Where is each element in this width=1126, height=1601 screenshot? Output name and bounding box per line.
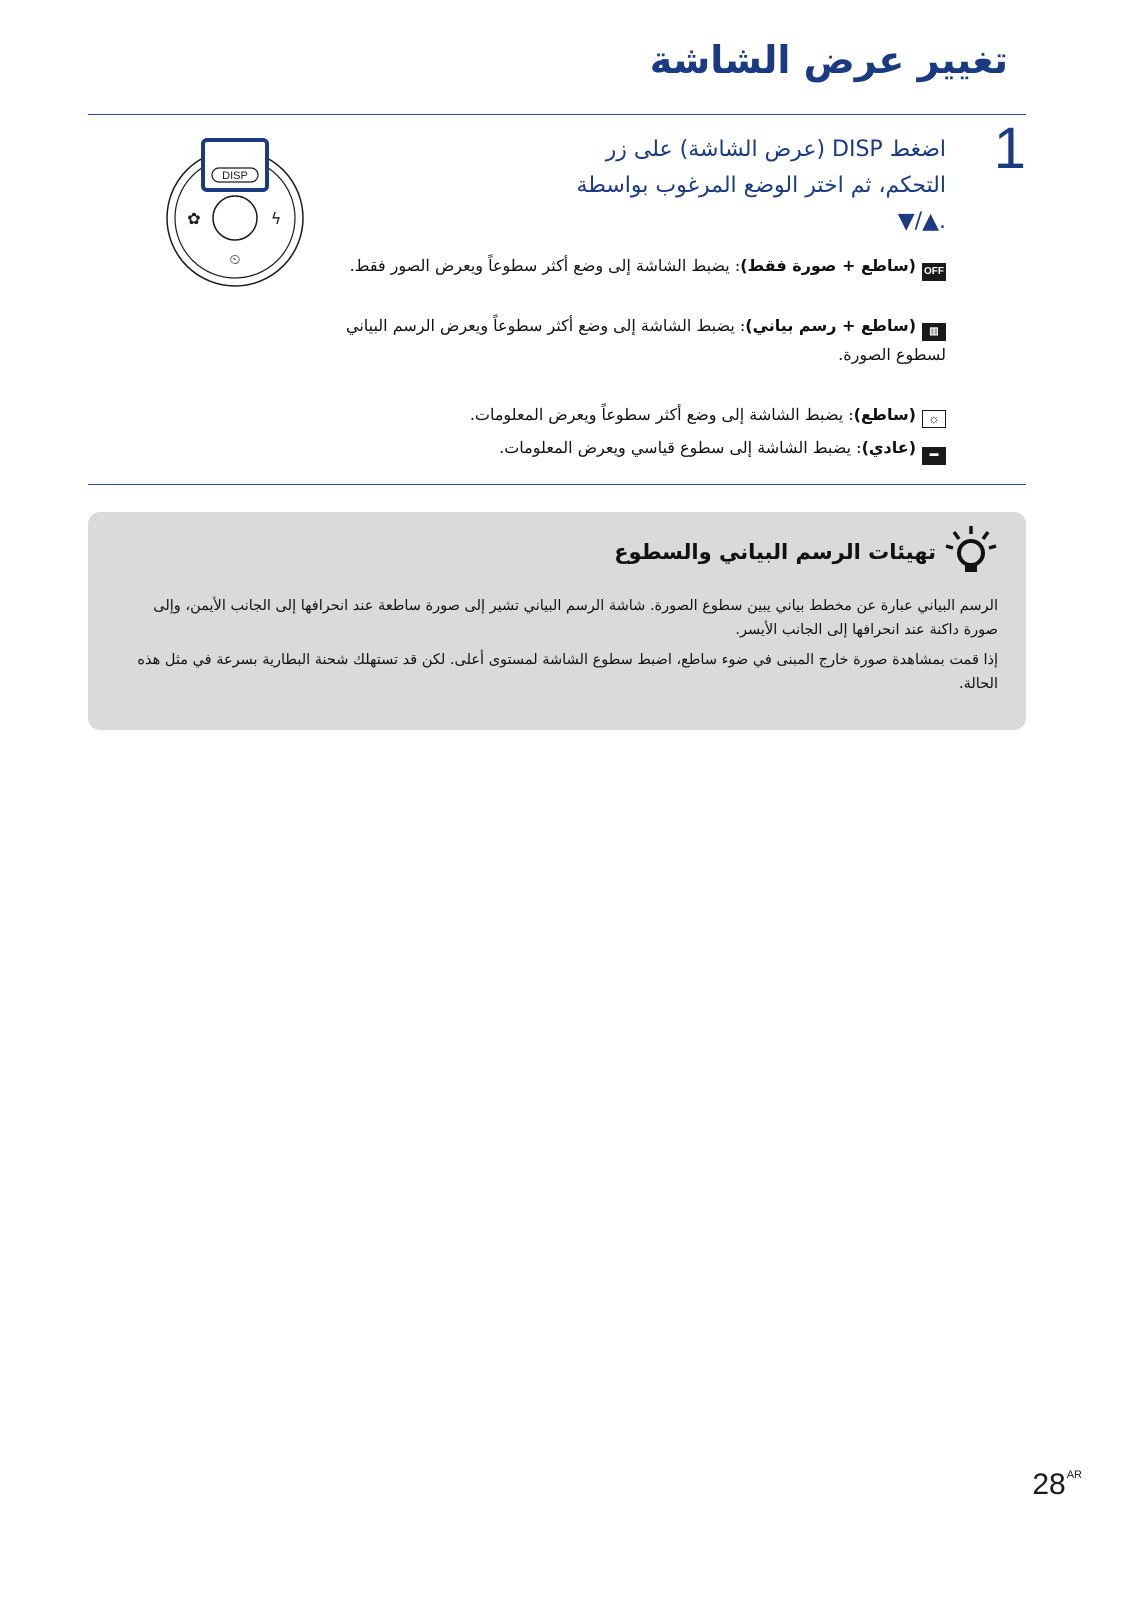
bright-image-only-icon: OFF bbox=[922, 263, 946, 281]
top-divider bbox=[88, 114, 1026, 115]
step-line-1: اضغط DISP (عرض الشاشة) على زر bbox=[605, 137, 946, 162]
option-bright-histogram bbox=[306, 312, 946, 368]
flash-icon: ϟ bbox=[270, 209, 282, 228]
option-bright bbox=[306, 401, 946, 428]
tip-paragraph-1: الرسم البياني عبارة عن مخطط بياني يبين سطوع الصورة. شاشة الرسم البياني تشير إلى صورة ساطعة عند انحرافها إلى الجانب الأيمن، وإلى صورة داكنة عند انحرافها إلى الجانب الأيسر. bbox=[153, 598, 998, 638]
option-desc: : يضبط الشاشة إلى وضع أكثر سطوعاً ويعرض الصور فقط. bbox=[349, 256, 741, 275]
option-name: (عادي) bbox=[861, 438, 916, 457]
step-number: 1 bbox=[993, 116, 1026, 181]
page-suffix: AR bbox=[1066, 1469, 1082, 1481]
page-number bbox=[1032, 1468, 1082, 1502]
section-divider bbox=[88, 484, 1026, 485]
option-normal bbox=[306, 434, 946, 465]
option-name: (ساطع + صورة فقط) bbox=[740, 256, 916, 275]
bright-icon: ☼ bbox=[922, 410, 946, 428]
tip-title: تهيئات الرسم البياني والسطوع bbox=[614, 540, 936, 564]
step-line-2: التحكم، ثم اختر الوضع المرغوب بواسطة bbox=[576, 173, 946, 198]
tip-paragraph-2: إذا قمت بمشاهدة صورة خارج المبنى في ضوء ساطع، اضبط سطوع الشاشة لمستوى أعلى. لكن قد تستهلك شحنة البطارية بسرعة في مثل هذه الحالة. bbox=[137, 652, 998, 692]
option-name: (ساطع) bbox=[853, 405, 916, 424]
bright-histogram-icon: ▥ bbox=[922, 323, 946, 341]
option-bright-image-only bbox=[306, 252, 946, 281]
option-desc: : يضبط الشاشة إلى سطوع قياسي ويعرض المعلومات. bbox=[499, 438, 862, 457]
tip-box bbox=[88, 512, 1026, 730]
lightbulb-icon bbox=[944, 524, 998, 578]
self-timer-icon: ⏲ bbox=[229, 252, 241, 268]
step-line-3: .▲/▼ bbox=[897, 209, 946, 234]
macro-icon: ✿ bbox=[187, 209, 201, 228]
page-title: تغيير عرض الشاشة bbox=[649, 38, 1008, 82]
disp-label: DISP bbox=[222, 170, 248, 182]
option-desc: : يضبط الشاشة إلى وضع أكثر سطوعاً ويعرض المعلومات. bbox=[469, 405, 854, 424]
page-number-value: 28 bbox=[1032, 1468, 1066, 1501]
option-name: (ساطع + رسم بياني) bbox=[745, 316, 916, 335]
step-instruction bbox=[526, 132, 946, 240]
control-wheel-illustration bbox=[160, 138, 310, 288]
option-desc: : يضبط الشاشة إلى وضع أكثر سطوعاً ويعرض الرسم البياني لسطوع الصورة. bbox=[345, 316, 946, 364]
normal-icon: ▬ bbox=[922, 447, 946, 465]
